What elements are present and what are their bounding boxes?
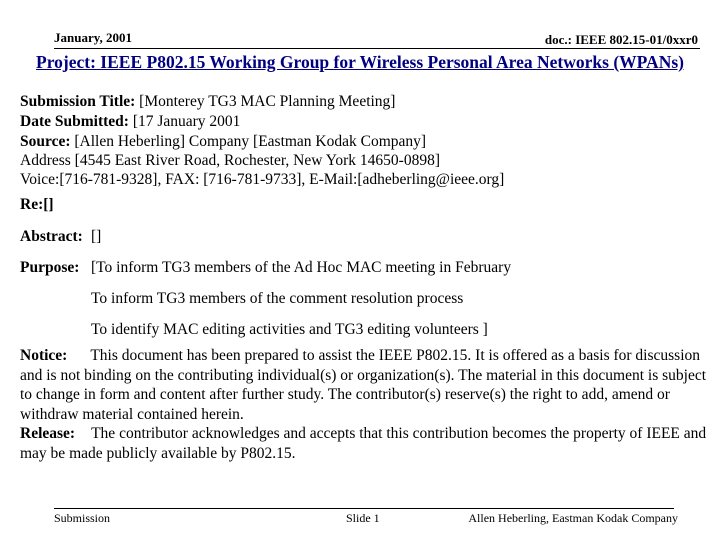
- footer-rule: [54, 508, 674, 509]
- notice-label: Notice:: [20, 347, 68, 364]
- date-submitted-line: [20, 113, 240, 131]
- footer-author: Allen Heberling, Eastman Kodak Company: [468, 511, 678, 525]
- abstract-label: Abstract:: [20, 228, 83, 245]
- release-label: Release:: [20, 425, 76, 442]
- header-date: January, 2001: [54, 30, 133, 45]
- re-label: Re:[]: [20, 196, 54, 213]
- footer-submission: Submission: [54, 511, 111, 525]
- notice-paragraph: [20, 346, 712, 424]
- header-doc-id: doc.: IEEE 802.15-01/0xxr0: [544, 32, 698, 47]
- purpose-label: Purpose:: [20, 259, 80, 276]
- source-line: [20, 133, 426, 151]
- notice-text: This document has been prepared to assist the IEEE P802.15. It is offered as a basis for discussion and is not binding on the contributing individual(s) or organization(s). The material in this document is subject to change in form and content after further study. The contributor(s) reserve(s) the right to add, amend or withdraw material contained herein.: [20, 347, 707, 423]
- submission-title-value: [Monterey TG3 MAC Planning Meeting]: [139, 93, 396, 110]
- header-rule: [54, 48, 700, 49]
- source-label: Source:: [20, 133, 71, 150]
- source-value: [Allen Heberling] Company [Eastman Kodak Company]: [74, 133, 427, 150]
- purpose-line: To identify MAC editing activities and TG3 editing volunteers ]: [91, 321, 488, 338]
- abstract-value: []: [91, 228, 102, 245]
- submission-title-line: [20, 93, 395, 111]
- release-text: The contributor acknowledges and accepts that this contribution becomes the property of IEEE and may be made publicly available by P802.15.: [20, 425, 707, 462]
- project-title: Project: IEEE P802.15 Working Group for Wireless Personal Area Networks (WPANs): [36, 52, 684, 72]
- purpose-line: To inform TG3 members of the comment resolution process: [91, 290, 464, 307]
- date-submitted-label: Date Submitted:: [20, 113, 129, 130]
- release-paragraph: [20, 424, 712, 463]
- submission-title-label: Submission Title:: [20, 93, 136, 110]
- footer-slide-number: Slide 1: [346, 511, 380, 525]
- contact-line: Voice:[716-781-9328], FAX: [716-781-9733], E-Mail:[adheberling@ieee.org]: [20, 171, 505, 188]
- address-line: Address [4545 East River Road, Rochester, New York 14650-0898]: [20, 152, 440, 169]
- date-submitted-value: [17 January 2001: [132, 113, 241, 130]
- purpose-line: [To inform TG3 members of the Ad Hoc MAC meeting in February: [91, 259, 512, 276]
